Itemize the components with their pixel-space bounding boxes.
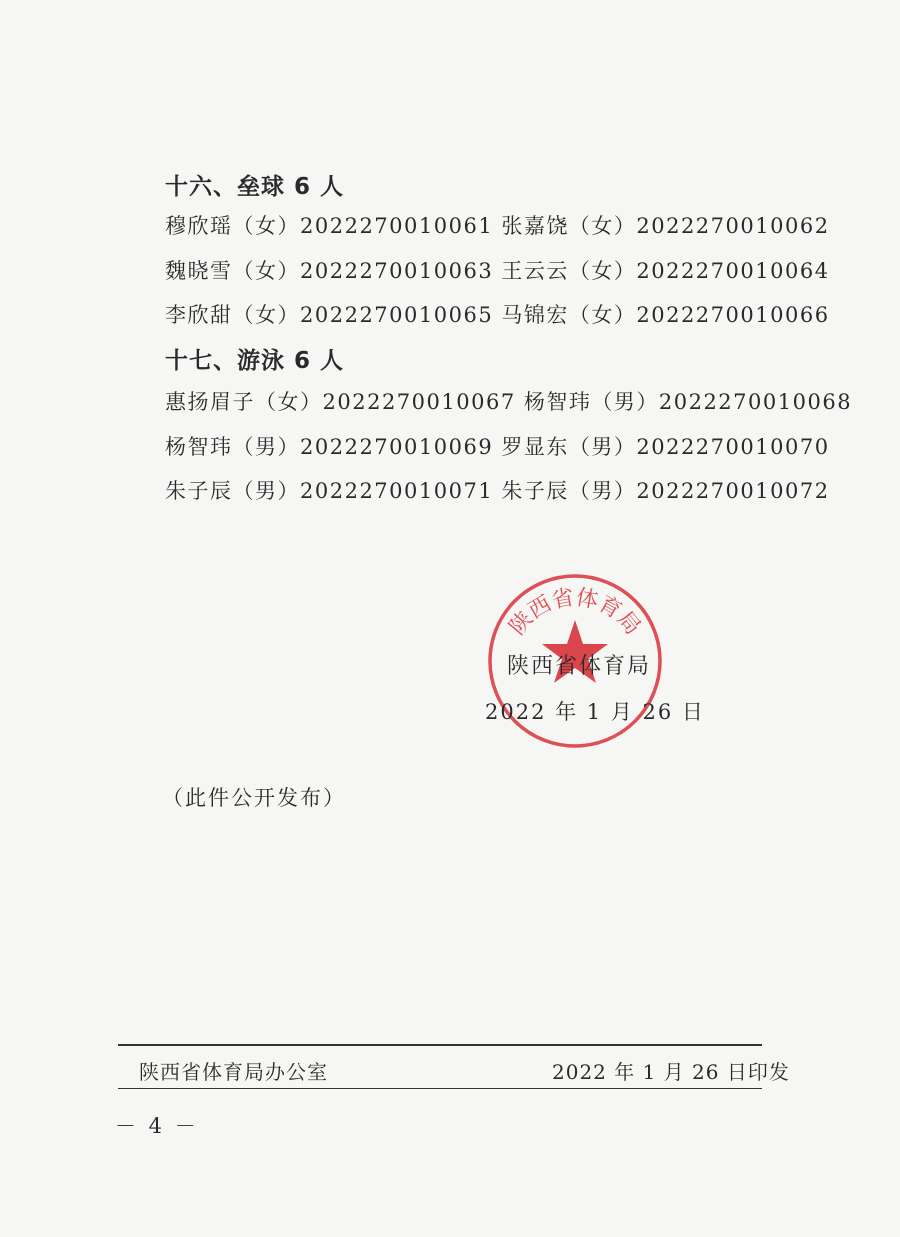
public-release-note: （此件公开发布） — [162, 786, 346, 810]
footer-printed-date: 2022 年 1 月 26 日印发 — [552, 1060, 790, 1084]
section-heading-swimming: 十七、游泳 6 人 — [165, 348, 345, 374]
roster-row: 魏晓雪（女）2022270010063 王云云（女）2022270010064 — [165, 259, 830, 283]
page-number: － 4 － — [115, 1114, 199, 1138]
roster-row: 李欣甜（女）2022270010065 马锦宏（女）2022270010066 — [165, 303, 830, 327]
roster-row: 杨智玮（男）2022270010069 罗显东（男）2022270010070 — [165, 435, 830, 459]
seal-text: 陕西省体育局 — [504, 585, 646, 640]
issuer-name: 陕西省体育局 — [507, 654, 652, 679]
footer-office: 陕西省体育局办公室 — [139, 1060, 328, 1084]
roster-row: 穆欣瑶（女）2022270010061 张嘉饶（女）2022270010062 — [165, 214, 830, 238]
footer-top-rule — [118, 1044, 762, 1046]
issue-date: 2022 年 1 月 26 日 — [485, 700, 705, 724]
roster-row: 惠扬眉子（女）2022270010067 杨智玮（男）2022270010068 — [165, 390, 853, 414]
section-heading-softball: 十六、垒球 6 人 — [165, 174, 345, 200]
footer-bottom-rule — [118, 1088, 762, 1089]
roster-row: 朱子辰（男）2022270010071 朱子辰（男）2022270010072 — [165, 479, 830, 503]
